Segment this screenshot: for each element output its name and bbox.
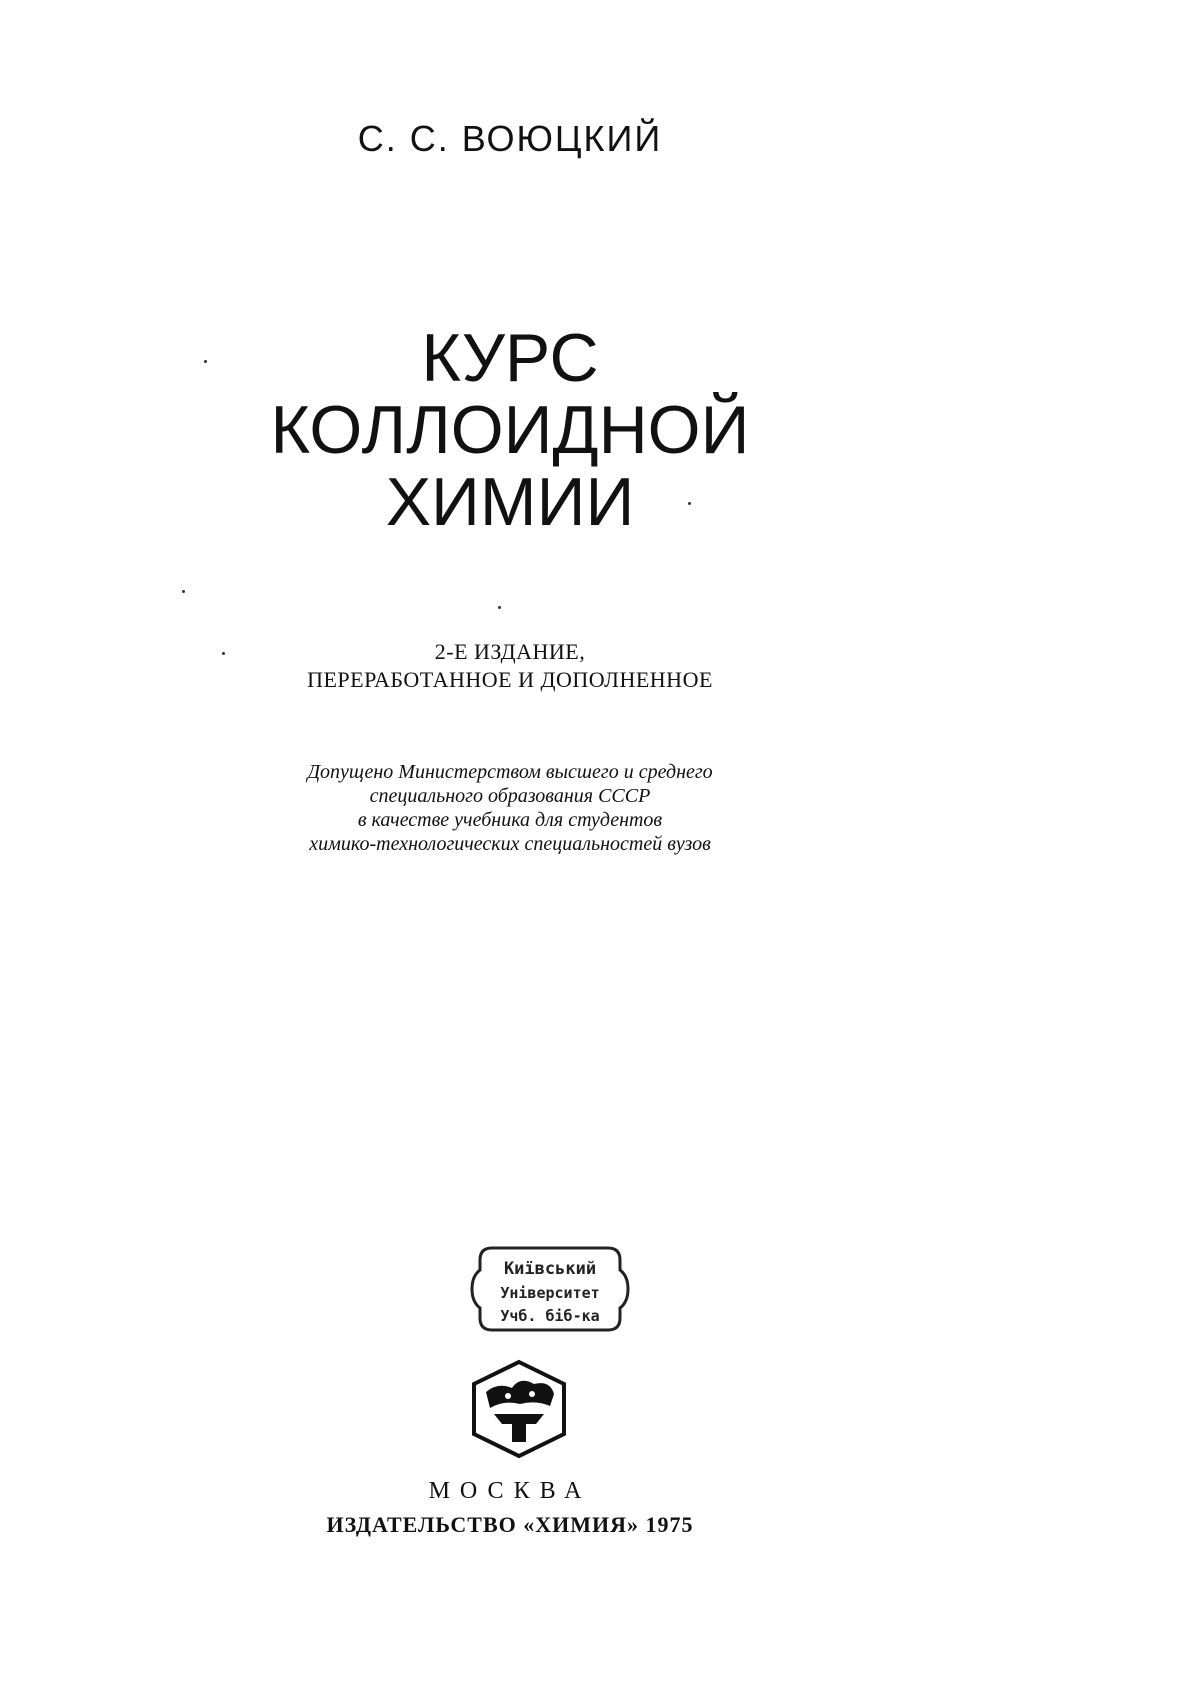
- stamp-line-3: Учб. біб-ка: [500, 1307, 600, 1325]
- edition-line-1: 2-Е ИЗДАНИЕ,: [434, 639, 586, 664]
- publication-city: МОСКВА: [428, 1478, 592, 1504]
- publisher-imprint: ИЗДАТЕЛЬСТВО «ХИМИЯ» 1975: [326, 1512, 694, 1537]
- approval-note: [0, 760, 1020, 856]
- approval-line-1: Допущено Министерством высшего и среднего: [307, 761, 713, 783]
- title-line-1: КУРС: [421, 320, 599, 396]
- edition-info: [0, 638, 1020, 694]
- speck: [204, 360, 207, 363]
- approval-line-3: в качестве учебника для студентов: [357, 809, 663, 831]
- publisher-logo-icon: [464, 1358, 574, 1460]
- speck: [222, 652, 225, 655]
- title-line-3: ХИМИИ: [385, 464, 635, 540]
- stamp-line-1: Київський: [503, 1259, 597, 1279]
- edition-line-2: ПЕРЕРАБОТАННОЕ И ДОПОЛНЕННОЕ: [307, 667, 713, 692]
- approval-line-4: химико-технологических специальностей вузов: [309, 833, 711, 855]
- stamp-line-2: Університет: [500, 1284, 600, 1302]
- title-line-2: КОЛЛОИДНОЙ: [270, 392, 750, 468]
- book-title: [0, 322, 1020, 538]
- author-name: С. С. ВОЮЦКИЙ: [357, 118, 663, 159]
- library-stamp: [470, 1242, 630, 1336]
- publisher-logo: [464, 1358, 574, 1460]
- speck: [688, 502, 691, 505]
- approval-line-2: специального образования СССР: [369, 785, 651, 807]
- speck: [182, 590, 185, 593]
- library-stamp-graphic: [470, 1242, 630, 1336]
- speck: [498, 606, 501, 609]
